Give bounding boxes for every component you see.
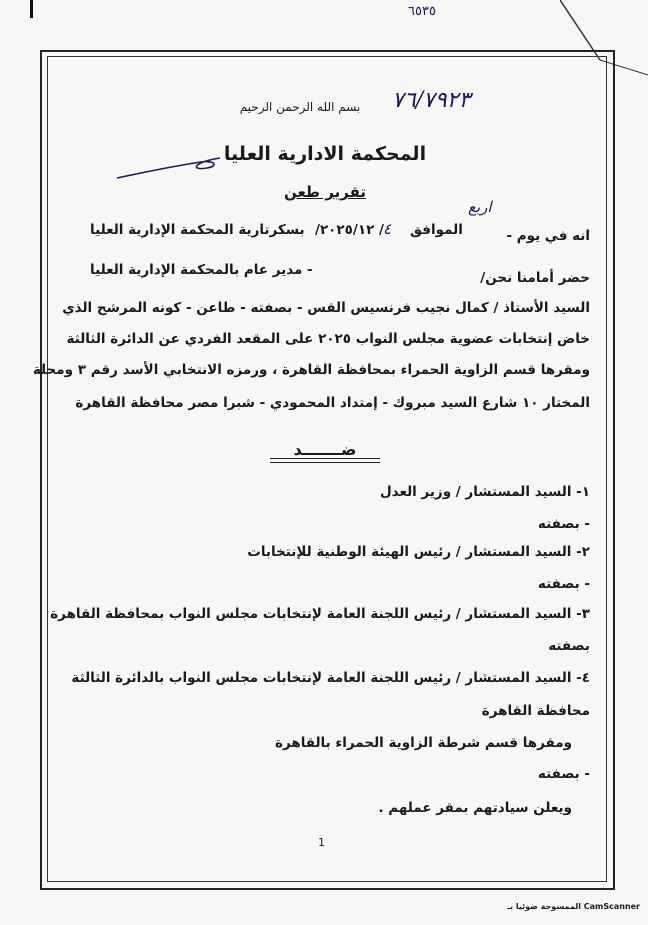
attendance-right: - مدير عام بالمحكمة الإدارية العليا bbox=[90, 262, 313, 278]
respondent-line: ١- السيد المستشار / وزير العدل bbox=[379, 484, 590, 500]
respondent-line: ٢- السيد المستشار / رئيس الهيئة الوطنية للإنتخابات bbox=[247, 544, 590, 560]
against-heading: ضـــــــد bbox=[293, 440, 357, 459]
respondent-line: - بصفته bbox=[537, 516, 590, 532]
camscanner-watermark: CamScanner الممسوحة ضوئيا بـ bbox=[507, 902, 640, 911]
respondent-line: - بصفته bbox=[537, 766, 590, 782]
respondent-line: ٤- السيد المستشار / رئيس اللجنة العامة لإنتخابات مجلس النواب بالدائرة الثالثة bbox=[71, 670, 590, 686]
petitioner-line: خاض إنتخابات عضوية مجلس النواب ٢٠٢٥ على المقعد الفردي عن الدائرة الثالثة bbox=[66, 331, 590, 347]
against-underline bbox=[270, 458, 380, 459]
scan-edge-mark bbox=[30, 0, 33, 18]
basmala: بسم الله الرحمن الرحيم bbox=[239, 100, 361, 114]
against-underline-2 bbox=[270, 462, 380, 463]
date-line-suffix: بسكرتارية المحكمة الإدارية العليا bbox=[90, 222, 305, 238]
date-value: / ٢٠٢٥/١٢/ bbox=[315, 222, 384, 238]
date-line-prefix: انه في يوم - bbox=[506, 228, 590, 244]
report-title: تقرير طعن bbox=[283, 183, 367, 201]
respondent-line: ويعلن سيادتهم بمقر عملهم . bbox=[378, 800, 572, 816]
handwritten-day: اربع bbox=[468, 198, 492, 216]
respondent-line: - بصفته bbox=[537, 576, 590, 592]
page-number: 1 bbox=[318, 836, 325, 849]
petitioner-line: المختار ١٠ شارع السيد مبروك - إمتداد المحمودي - شبرا مصر محافظة القاهرة bbox=[75, 395, 590, 411]
signature-scribble bbox=[115, 150, 225, 186]
petitioner-line: السيد الأستاذ / كمال نجيب فرنسيس القس - بصفته - طاعن - كونه المرشح الذي bbox=[62, 300, 590, 316]
respondent-line: ٣- السيد المستشار / رئيس اللجنة العامة لإنتخابات مجلس النواب بمحافظة القاهرة bbox=[50, 606, 590, 622]
date-line-middle: الموافق bbox=[410, 222, 463, 238]
handwritten-date-number: ٤ bbox=[383, 220, 392, 238]
respondent-line: ومقرها قسم شرطة الزاوية الحمراء بالقاهرة bbox=[274, 735, 572, 751]
respondent-line: بصفته bbox=[548, 638, 590, 654]
scan-top-number: ٦٥٣٥ bbox=[408, 4, 436, 19]
court-name: المحكمة الادارية العليا bbox=[223, 143, 427, 165]
handwritten-case-number: ٧٦/٧٩٢٣ bbox=[392, 88, 471, 113]
attendance-left: حضر أمامنا نحن/ bbox=[480, 270, 590, 286]
petitioner-line: ومقرها قسم الزاوية الحمراء بمحافظة القاهرة ، ورمزه الانتخابي الأسد رقم ٣ ومحلة bbox=[32, 362, 590, 378]
respondent-line: محافظة القاهرة bbox=[481, 703, 590, 719]
